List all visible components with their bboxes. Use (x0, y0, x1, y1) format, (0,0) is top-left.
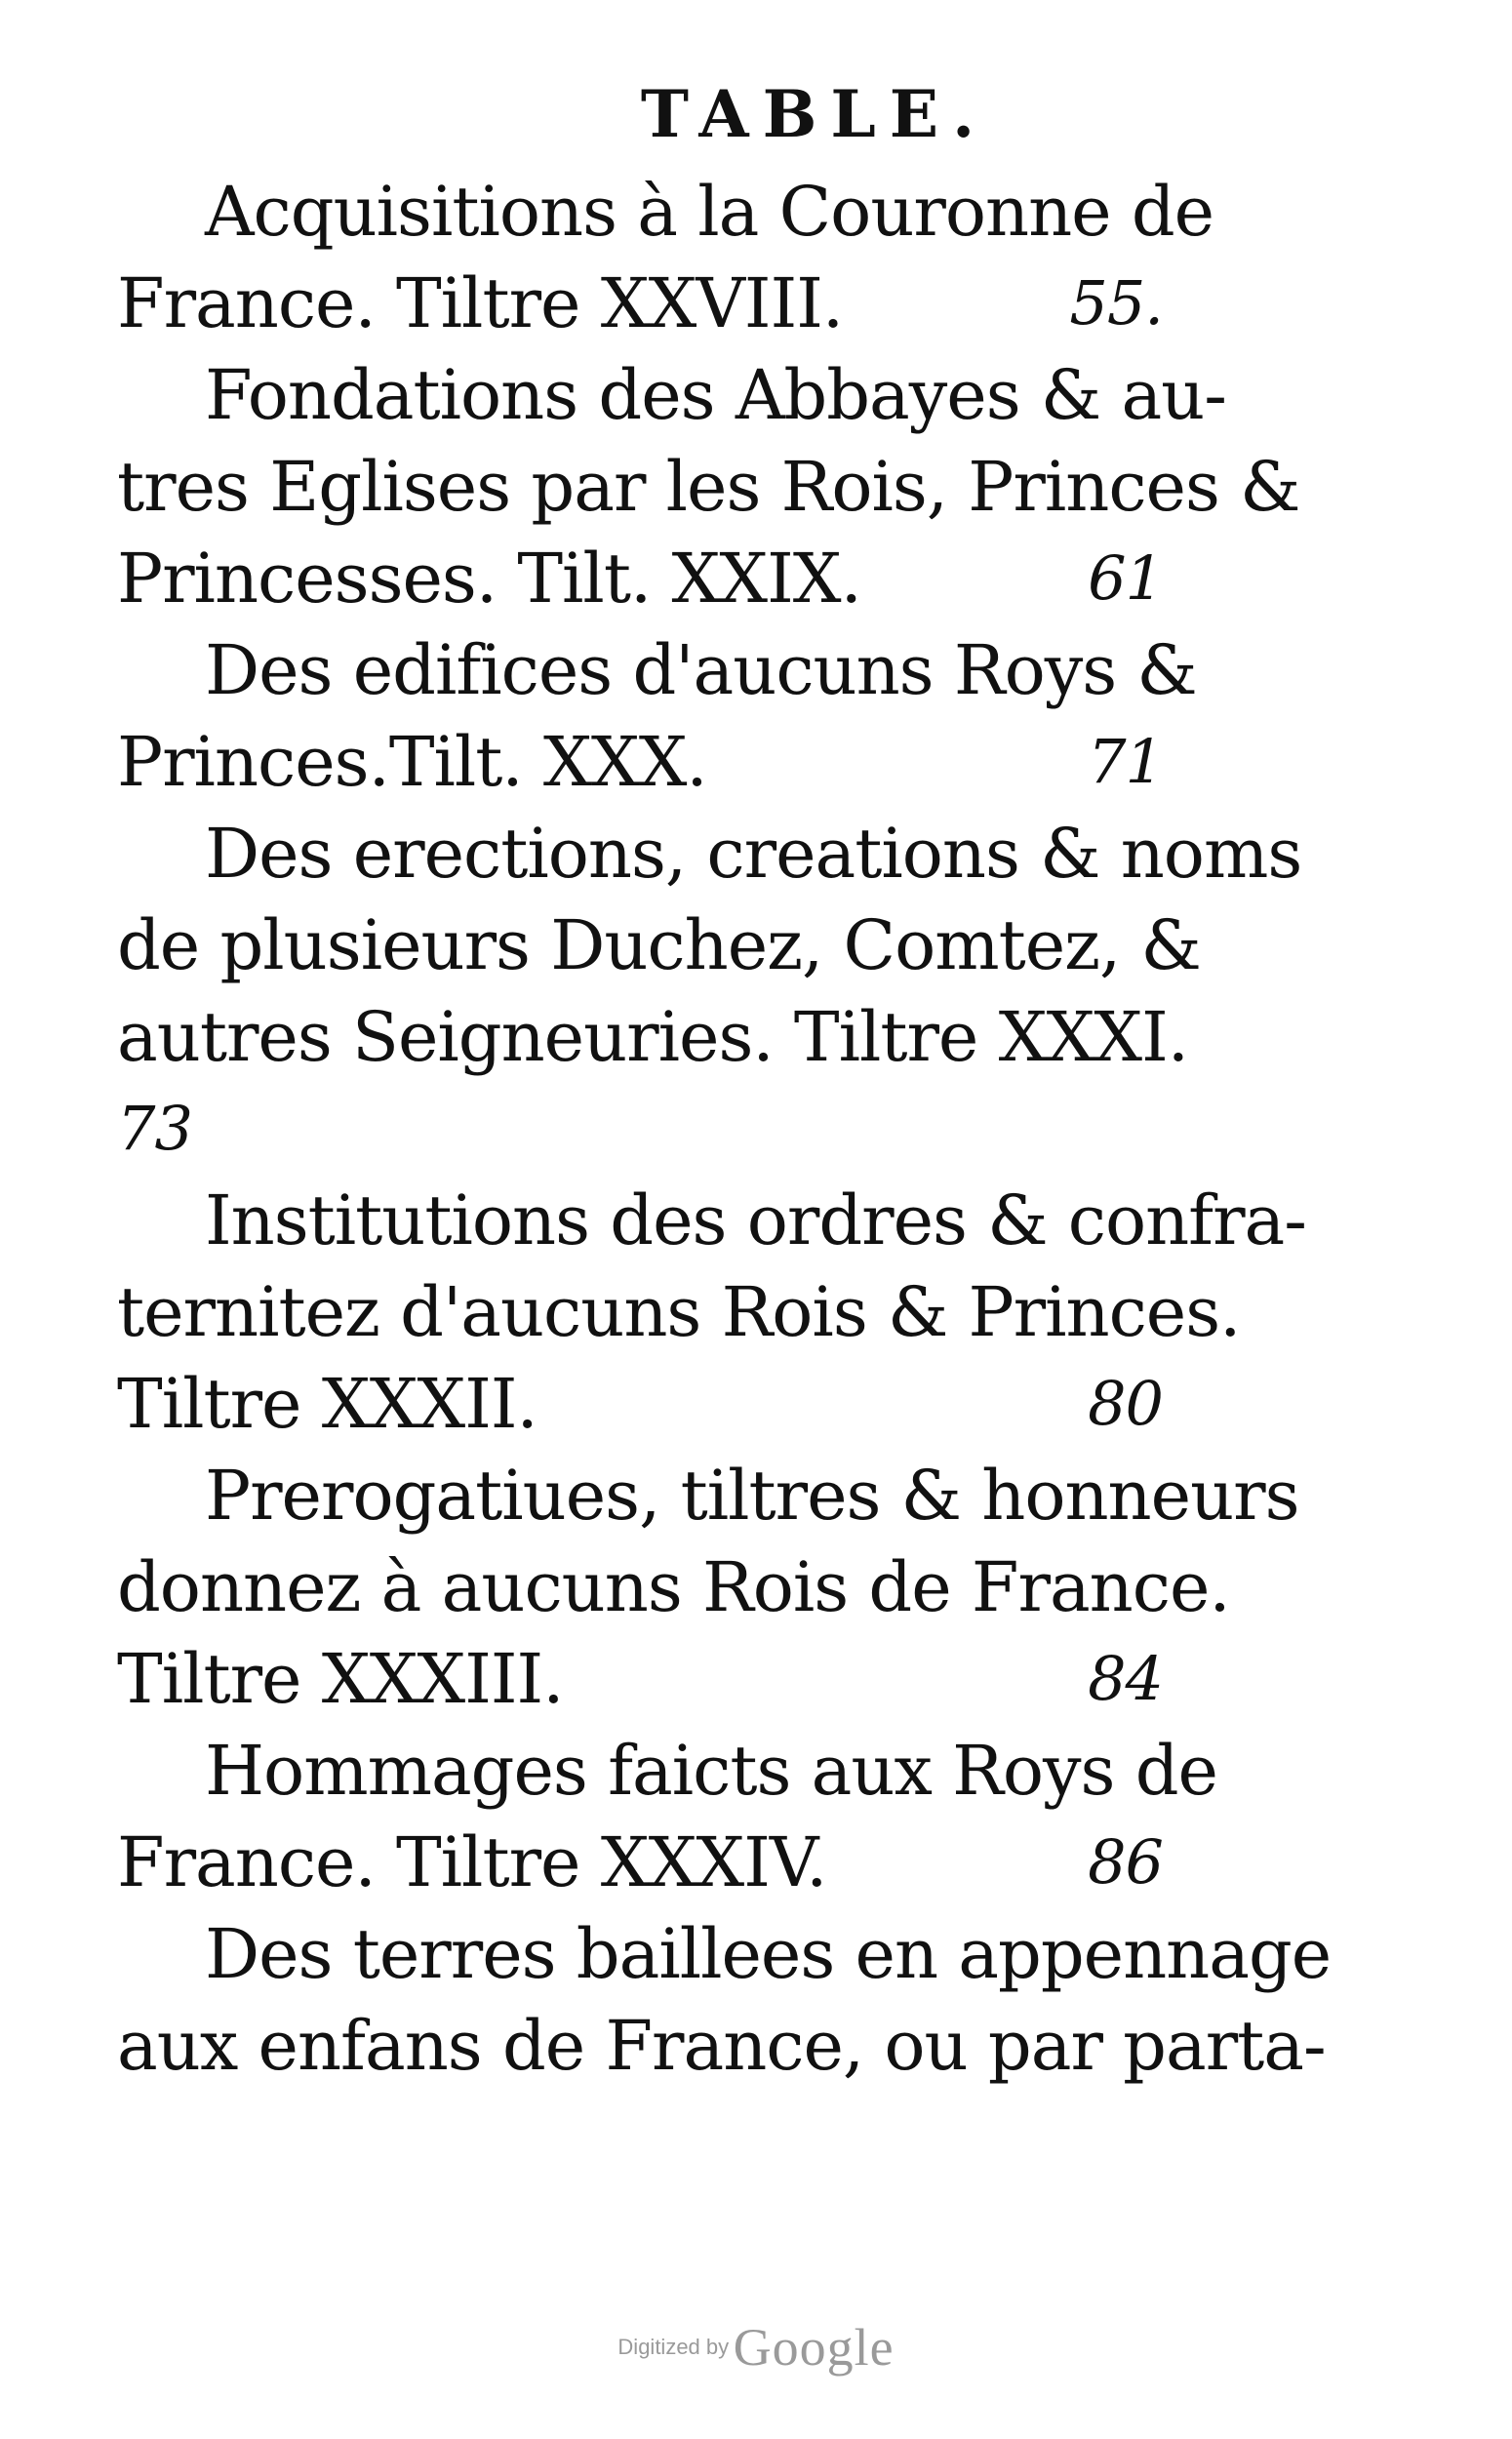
page-number: 71 (1088, 726, 1163, 797)
digitization-watermark (0, 2317, 1512, 2378)
toc-line: aux enfans de France, ou par parta- (117, 2006, 1326, 2086)
table-of-contents (117, 166, 1332, 2092)
toc-line: Des edifices d'aucuns Roys & (205, 630, 1197, 710)
toc-line: de plusieurs Duchez, Comtez, & (117, 905, 1201, 985)
toc-line: France. Tiltre XXXIV. 86 (117, 1817, 1171, 1908)
toc-line: Fondations des Abbayes & au- (205, 355, 1226, 435)
page-number: 73 (117, 1093, 192, 1164)
toc-line: Institutions des ordres & confra- (205, 1180, 1306, 1260)
running-head: TABLE. (640, 76, 989, 152)
toc-line (117, 1083, 1171, 1175)
toc-line: Prerogatiues, tiltres & honneurs (205, 1456, 1299, 1536)
toc-line: Des erections, creations & noms (205, 814, 1302, 894)
google-logo: Google (733, 2318, 895, 2377)
toc-line: tres Eglises par les Rois, Princes & (117, 447, 1300, 527)
toc-line: Hommages faicts aux Roys de (205, 1731, 1217, 1811)
toc-line: France. Tiltre XXVIII. 55. (117, 258, 1171, 349)
toc-line: donnez à aucuns Rois de France. (117, 1547, 1230, 1627)
toc-line: Princes.Tilt. XXX. 71 (117, 716, 1171, 808)
toc-line: Des terres baillees en appennage (205, 1914, 1332, 1994)
toc-line: Tiltre XXXIII. 84 (117, 1633, 1171, 1725)
toc-line: ternitez d'aucuns Rois & Princes. (117, 1272, 1241, 1352)
toc-line: Acquisitions à la Couronne de (205, 172, 1214, 252)
page-number: 80 (1088, 1368, 1163, 1439)
toc-line: Princesses. Tilt. XXIX. 61 (117, 533, 1171, 624)
toc-line: Tiltre XXXII. 80 (117, 1358, 1171, 1450)
page-number: 61 (1088, 542, 1163, 614)
page-number: 86 (1088, 1826, 1163, 1898)
page-number: 55. (1069, 267, 1163, 339)
page-number: 84 (1088, 1643, 1163, 1714)
digitized-by-label: Digitized by (617, 2335, 730, 2359)
toc-line: autres Seigneuries. Tiltre XXXI. (117, 997, 1189, 1077)
